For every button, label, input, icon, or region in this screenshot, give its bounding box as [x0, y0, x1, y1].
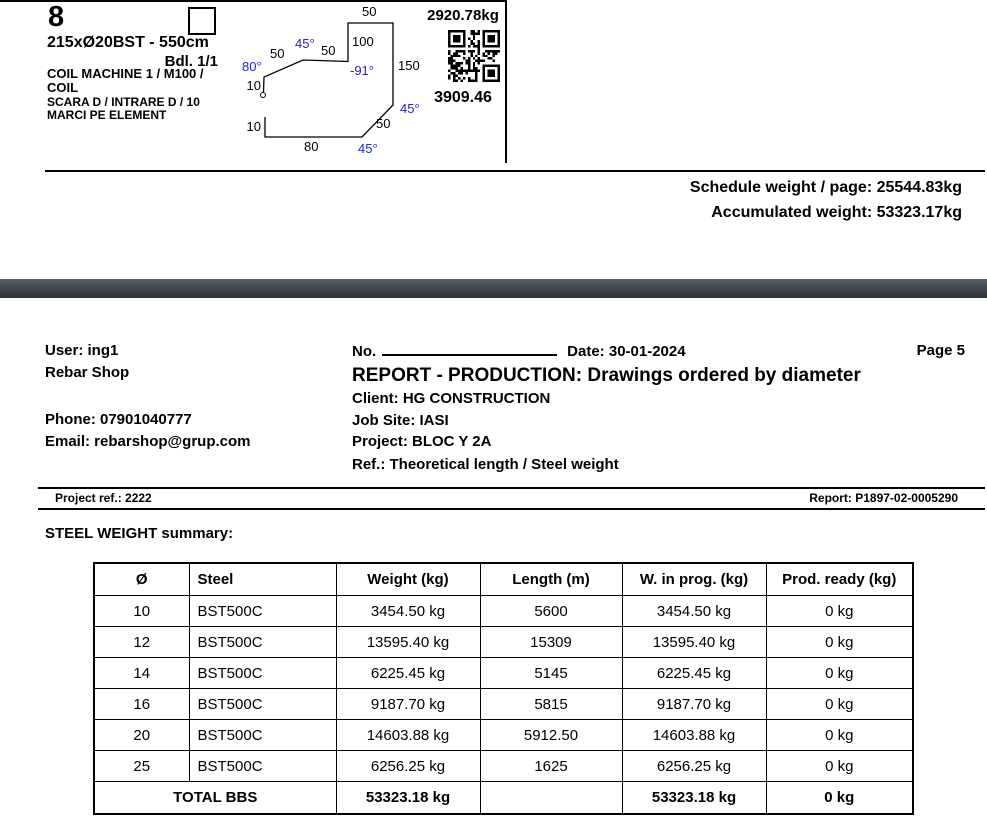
steel-weight-table — [93, 562, 914, 815]
cell-ready: 0 kg — [766, 689, 913, 720]
report-number: Report: P1897-02-0005290 — [809, 491, 958, 505]
table-row — [94, 596, 913, 627]
page-number: Page 5 — [916, 342, 965, 359]
cell-weight: 3454.50 kg — [336, 596, 480, 627]
dim-label-mid-horizontal: 50 — [321, 43, 336, 58]
project-ref: Project ref.: 2222 — [55, 491, 152, 505]
date-line: Date: 30-01-2024 — [567, 343, 686, 360]
no-label: No. — [352, 343, 377, 360]
dim-label-top: 50 — [362, 4, 377, 19]
user-line: User: ing1 — [45, 342, 119, 359]
cell-inprog: 13595.40 kg — [622, 627, 766, 658]
dim-label-bottom: 80 — [304, 139, 319, 154]
total-prod-ready: 0 kg — [766, 782, 913, 815]
header-in-prog: W. in prog. (kg) — [622, 563, 766, 596]
dim-label-upper-diagonal: 50 — [270, 46, 285, 61]
header-length: Length (m) — [480, 563, 622, 596]
cell-weight: 14603.88 kg — [336, 720, 480, 751]
header-prod-ready: Prod. ready (kg) — [766, 563, 913, 596]
cell-diameter: 12 — [94, 627, 189, 658]
bar-spec: 215xØ20BST - 550cm — [47, 34, 209, 51]
cell-diameter: 10 — [94, 596, 189, 627]
ref-line: Ref.: Theoretical length / Steel weight — [352, 456, 619, 473]
bundle-checkbox — [188, 7, 216, 35]
cell-ready: 0 kg — [766, 751, 913, 782]
header-steel: Steel — [189, 563, 336, 596]
cell-weight: 13595.40 kg — [336, 627, 480, 658]
job-site-line: Job Site: IASI — [352, 412, 449, 429]
note-line-1: SCARA D / INTRARE D / 10 — [47, 95, 200, 109]
angle-label-upper: 45° — [295, 36, 315, 51]
angle-label-left: 80° — [242, 59, 262, 74]
cell-inprog: 14603.88 kg — [622, 720, 766, 751]
cell-weight: 9187.70 kg — [336, 689, 480, 720]
cell-length: 5912.50 — [480, 720, 622, 751]
cell-diameter: 16 — [94, 689, 189, 720]
cell-ready: 0 kg — [766, 627, 913, 658]
cell-length: 5600 — [480, 596, 622, 627]
cell-length: 15309 — [480, 627, 622, 658]
cell-steel: BST500C — [189, 689, 336, 720]
cell-ready: 0 kg — [766, 720, 913, 751]
company-line: Rebar Shop — [45, 364, 130, 381]
machine-line-2: COIL — [47, 80, 79, 95]
cell-inprog: 6225.45 kg — [622, 658, 766, 689]
ref-bar-bottom-rule — [38, 508, 985, 510]
accumulated-weight-line: Accumulated weight: 53323.17kg — [711, 204, 962, 221]
cell-steel: BST500C — [189, 627, 336, 658]
client-line: Client: HG CONSTRUCTION — [352, 390, 551, 407]
table-row — [94, 627, 913, 658]
dim-label-top-left: 10 — [246, 78, 261, 93]
total-row — [94, 782, 913, 815]
table-body — [94, 596, 913, 782]
ref-bar-top-rule — [38, 487, 985, 489]
qr-code — [448, 30, 500, 82]
summary-heading: STEEL WEIGHT summary: — [45, 525, 234, 542]
cell-length: 5145 — [480, 658, 622, 689]
page-break-band — [0, 279, 987, 298]
dim-label-right: 150 — [398, 58, 420, 73]
table-footer — [94, 782, 913, 815]
angle-label-right: 45° — [400, 101, 420, 116]
table-row — [94, 658, 913, 689]
cell-weight: 6256.25 kg — [336, 751, 480, 782]
table-row — [94, 751, 913, 782]
phone-line: Phone: 07901040777 — [45, 411, 192, 428]
no-row — [352, 341, 686, 361]
cell-diameter: 20 — [94, 720, 189, 751]
cell-diameter: 25 — [94, 751, 189, 782]
cell-steel: BST500C — [189, 751, 336, 782]
cell-steel: BST500C — [189, 596, 336, 627]
total-length — [480, 782, 622, 815]
total-weight: 53323.18 kg — [336, 782, 480, 815]
header-diameter: Ø — [94, 563, 189, 596]
header-row — [94, 563, 913, 596]
bar-weight: 2920.78kg — [427, 7, 499, 24]
cell-weight: 6225.45 kg — [336, 658, 480, 689]
cell-inprog: 6256.25 kg — [622, 751, 766, 782]
dim-label-mid-vertical: 100 — [352, 34, 374, 49]
bend-start-marker — [261, 93, 266, 98]
table-row — [94, 689, 913, 720]
cell-length: 1625 — [480, 751, 622, 782]
angle-label-bottom: 45° — [358, 141, 378, 156]
cell-steel: BST500C — [189, 658, 336, 689]
project-line: Project: BLOC Y 2A — [352, 433, 492, 450]
cell-ready: 0 kg — [766, 658, 913, 689]
dim-label-right-diagonal: 50 — [376, 116, 391, 131]
angle-label-mid: -91° — [350, 63, 374, 78]
card-bottom-rule — [45, 170, 985, 172]
cell-steel: BST500C — [189, 720, 336, 751]
table-header — [94, 563, 913, 596]
total-label: TOTAL BBS — [94, 782, 336, 815]
card-right-divider — [505, 0, 507, 163]
dim-label-bottom-left: 10 — [246, 119, 261, 134]
bundle-label: Bdl. 1/1 — [164, 53, 218, 70]
schedule-weight-line: Schedule weight / page: 25544.83kg — [689, 179, 962, 196]
cell-inprog: 9187.70 kg — [622, 689, 766, 720]
report-title: REPORT - PRODUCTION: Drawings ordered by diameter — [352, 365, 861, 386]
cell-diameter: 14 — [94, 658, 189, 689]
note-line-2: MARCI PE ELEMENT — [47, 108, 167, 122]
bend-shape-diagram — [240, 0, 440, 160]
bar-position-number: 8 — [48, 1, 65, 33]
table-row — [94, 720, 913, 751]
no-blank-line — [382, 341, 557, 356]
machine-line-1: COIL MACHINE 1 / M100 / — [47, 66, 204, 81]
cell-ready: 0 kg — [766, 596, 913, 627]
total-in-prog: 53323.18 kg — [622, 782, 766, 815]
email-line: Email: rebarshop@grup.com — [45, 433, 251, 450]
bar-code-number: 3909.46 — [434, 89, 492, 106]
cell-inprog: 3454.50 kg — [622, 596, 766, 627]
cell-length: 5815 — [480, 689, 622, 720]
header-weight: Weight (kg) — [336, 563, 480, 596]
